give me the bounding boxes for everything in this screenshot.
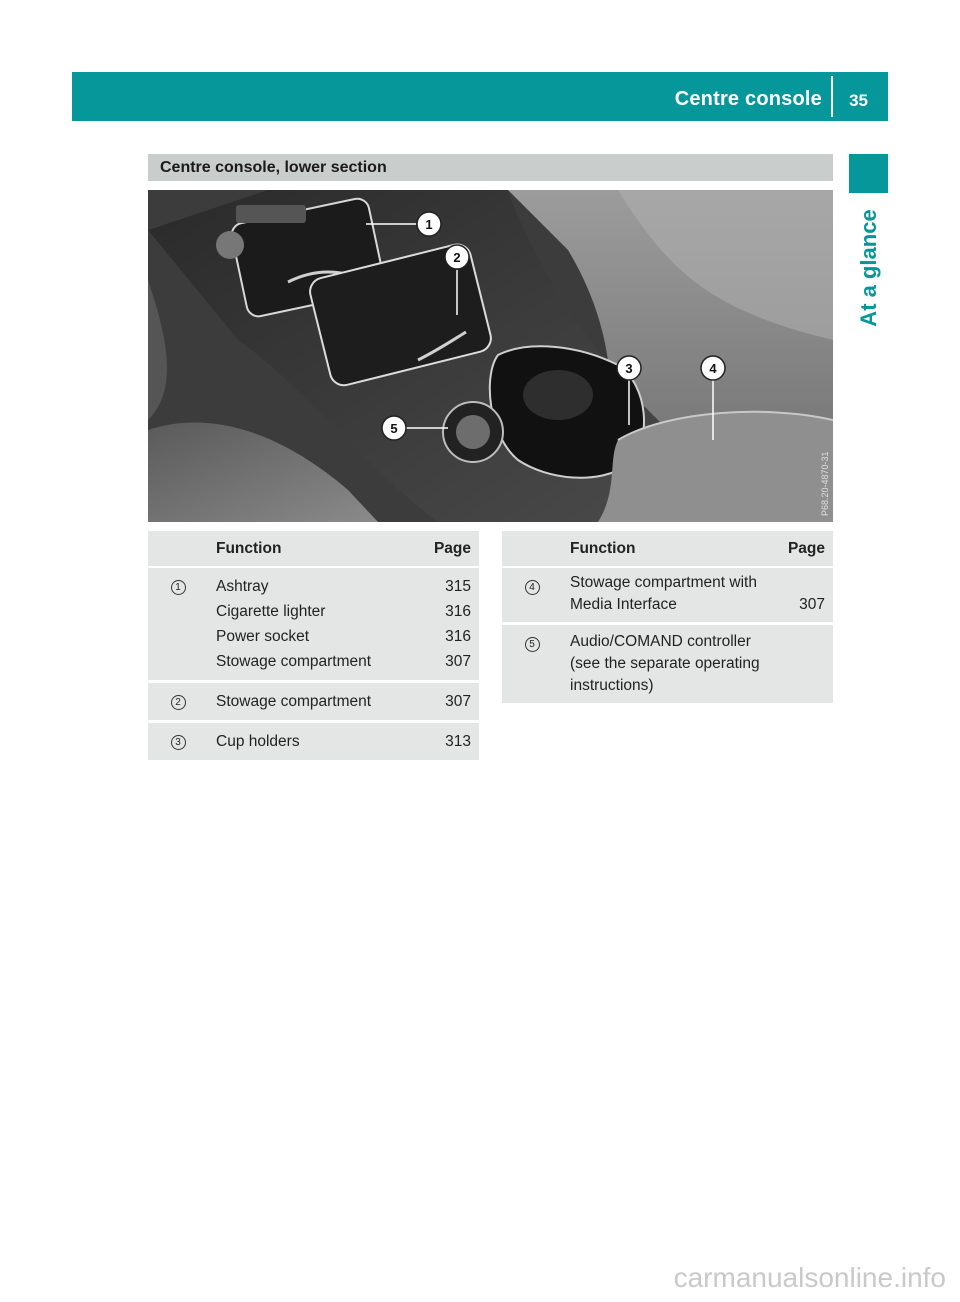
function-label-line: (see the separate operating — [570, 655, 760, 672]
page-ref[interactable]: 307 — [445, 653, 471, 670]
function-label-line: Media Interface — [570, 596, 677, 613]
table-row — [148, 683, 479, 720]
page-ref[interactable]: 316 — [445, 628, 471, 645]
row-function-cell — [208, 567, 415, 680]
callout-4-label: 4 — [709, 361, 717, 376]
function-label: Power socket — [216, 628, 310, 645]
section-title: Centre console, lower section — [160, 159, 387, 176]
row-function-cell — [208, 723, 415, 760]
row-function-cell — [562, 625, 777, 703]
callout-5-ref-icon: 5 — [525, 637, 540, 652]
function-label: Ashtray — [216, 578, 269, 595]
row-num-cell — [148, 683, 208, 720]
callout-3-icon — [617, 356, 641, 380]
table-header-function: Function — [208, 531, 415, 567]
callout-3-ref-icon: 3 — [171, 735, 186, 750]
header-bar — [72, 72, 888, 121]
row-page-cell — [415, 723, 479, 760]
row-function-cell — [562, 567, 777, 622]
function-table-right — [502, 531, 833, 703]
page-ref[interactable]: 315 — [445, 578, 471, 595]
page-ref[interactable]: 307 — [445, 693, 471, 710]
function-label-line: instructions) — [570, 677, 654, 694]
function-label: Stowage compartment — [216, 653, 372, 670]
table-header-row — [148, 531, 479, 567]
centre-console-photo — [148, 190, 833, 522]
callout-3-label: 3 — [625, 361, 633, 376]
header-title: Centre console — [674, 88, 822, 110]
row-num-cell — [148, 723, 208, 760]
table-header-function: Function — [562, 531, 777, 567]
function-label-line: Audio/COMAND controller — [570, 633, 751, 650]
row-num-cell — [502, 567, 562, 622]
function-table-left — [148, 531, 479, 760]
table-row — [502, 567, 833, 622]
row-page-cell — [415, 567, 479, 680]
callout-2-ref-icon: 2 — [171, 695, 186, 710]
row-page-cell — [777, 625, 833, 703]
side-label-text: At a glance — [856, 209, 881, 327]
table-header-page: Page — [415, 531, 479, 567]
row-function-cell — [208, 683, 415, 720]
callout-4-icon — [701, 356, 725, 380]
photo-code: P68.20-4870-31 — [820, 451, 830, 516]
callout-5-icon — [382, 416, 406, 440]
section-heading — [148, 154, 833, 181]
row-num-cell — [148, 567, 208, 680]
callout-5-label: 5 — [390, 421, 398, 436]
row-page-cell — [415, 683, 479, 720]
side-label — [830, 200, 908, 336]
callout-1-ref-icon: 1 — [171, 580, 186, 595]
page-ref[interactable]: 307 — [799, 596, 825, 613]
function-label-line: Stowage compartment with — [570, 574, 757, 591]
watermark: carmanualsonline.info — [673, 1262, 946, 1293]
console-illustration — [148, 190, 833, 522]
function-label: Stowage compartment — [216, 693, 372, 710]
header-separator — [831, 76, 833, 117]
function-label: Cup holders — [216, 733, 300, 750]
row-num-cell — [502, 625, 562, 703]
page-ref[interactable]: 316 — [445, 603, 471, 620]
page-number: 35 — [849, 91, 868, 110]
page-ref[interactable]: 313 — [445, 733, 471, 750]
callout-2-label: 2 — [453, 250, 461, 265]
table-header-num — [148, 531, 208, 567]
table-header-page: Page — [777, 531, 833, 567]
callout-4-ref-icon: 4 — [525, 580, 540, 595]
function-label: Cigarette lighter — [216, 603, 326, 620]
table-header-row — [502, 531, 833, 567]
callout-1-label: 1 — [425, 217, 433, 232]
table-row — [148, 723, 479, 760]
table-row — [148, 567, 479, 680]
callout-1-icon — [417, 212, 441, 236]
table-row — [502, 625, 833, 703]
row-page-cell — [777, 567, 833, 622]
side-tab-marker — [849, 154, 888, 193]
callout-2-icon — [445, 245, 469, 269]
table-header-num — [502, 531, 562, 567]
